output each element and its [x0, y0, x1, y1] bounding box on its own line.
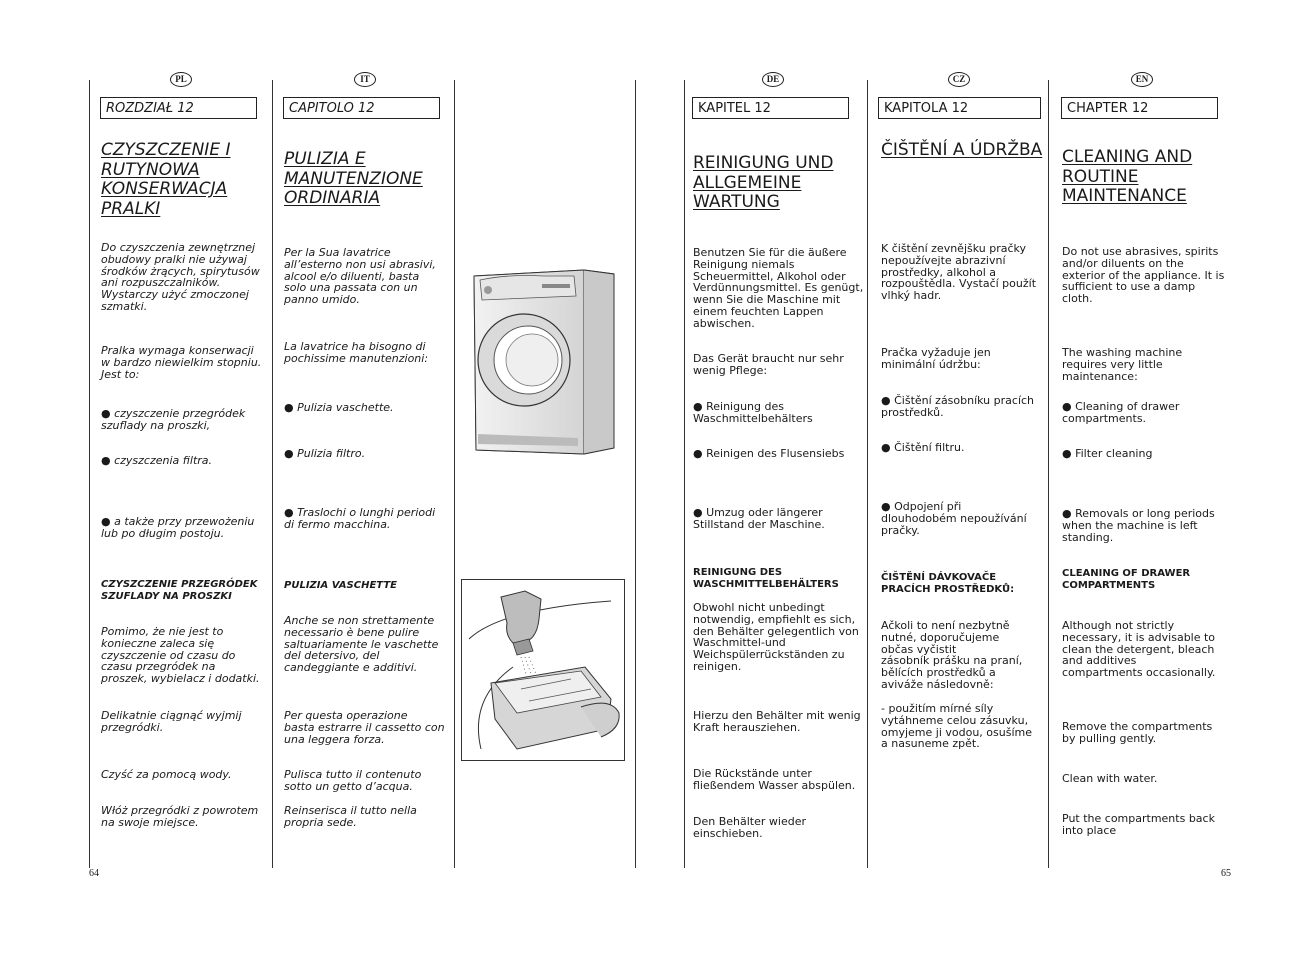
intro-paragraph-cz — [881, 243, 1036, 302]
text-line: czyszczenie od czasu do — [101, 648, 236, 662]
text-line: Hierzu den Behälter mit wenig — [693, 709, 861, 722]
text-line: einem feuchten Lappen — [693, 304, 824, 318]
text-line: reinigen. — [693, 659, 742, 673]
text-line: Pomimo, że nie jest to — [101, 625, 224, 638]
text-line: szuflady na proszki, — [101, 418, 211, 432]
section-title-en — [1062, 148, 1192, 207]
intro-paragraph-pl — [101, 242, 260, 313]
text-line: una leggera forza. — [284, 732, 385, 746]
text-line: di fermo macchina. — [284, 517, 391, 531]
page-number-left: 64 — [89, 868, 99, 879]
text-line: WASCHMITTELBEHÄLTERS — [693, 578, 839, 590]
subheading-it — [284, 580, 397, 592]
text-line: and/or diluents on the — [1062, 256, 1184, 270]
text-line: sotto un getto d’acqua. — [284, 779, 413, 793]
language-badge-cz: CZ — [948, 72, 970, 87]
list-item-cz-2 — [881, 442, 964, 454]
text-line: ● Removals or long periods — [1062, 507, 1215, 520]
text-line: środków żrących, spirytusów — [101, 264, 260, 278]
text-line: SZUFLADY NA PROSZKI — [101, 590, 232, 602]
list-item-it-2 — [284, 448, 365, 460]
text-line: PULIZIA VASCHETTE — [284, 580, 397, 591]
text-line: necessary, it is advisable to — [1062, 630, 1216, 644]
list-item-en-2 — [1062, 448, 1152, 460]
text-line: ● a także przy przewożeniu — [101, 515, 255, 528]
text-line: The washing machine — [1062, 346, 1183, 359]
text-line: ● czyszczenie przegródek — [101, 407, 246, 420]
text-line: PRACÍCH PROSTŘEDKŮ: — [881, 583, 1015, 595]
text-line: ● czyszczenia filtra. — [101, 454, 213, 467]
text-line: La lavatrice ha bisogno di — [284, 340, 426, 353]
text-line: Clean with water. — [1062, 772, 1158, 785]
list-item-pl-1 — [101, 408, 245, 432]
text-line: nutné, doporučujeme — [881, 630, 1000, 644]
text-line: ROUTINE — [1062, 166, 1139, 187]
text-line: ● Čištění filtru. — [881, 441, 965, 454]
text-line: notwendig, empfiehlt es sich, — [693, 612, 856, 626]
list-item-de-1 — [693, 401, 813, 425]
text-line: PRALKI — [101, 198, 161, 219]
maintenance-paragraph-pl — [101, 345, 261, 380]
text-line: Do czyszczenia zewnętrznej — [101, 241, 256, 254]
column-divider — [684, 80, 685, 868]
text-line: czasu przegródek na — [101, 660, 216, 674]
text-line: Anche se non strettamente — [284, 614, 435, 627]
text-line: ● Pulizia filtro. — [284, 447, 366, 460]
text-line: rozpouštědla. Vystačí použít — [881, 277, 1037, 291]
text-line: Verdünnungsmittel. Es genügt, — [693, 281, 864, 295]
text-line: Die Rückstände unter — [693, 767, 812, 780]
subheading-pl — [101, 579, 258, 602]
list-item-en-1 — [1062, 401, 1179, 425]
page-number-right: 65 — [1221, 868, 1231, 879]
text-line: Pračka vyžaduje jen — [881, 346, 991, 359]
text-line: prostředky, alkohol a — [881, 265, 997, 279]
text-line: clean the detergent, bleach — [1062, 642, 1215, 656]
paragraph-pl-4 — [101, 805, 258, 829]
text-line: wenn Sie die Maschine mit — [693, 293, 841, 307]
text-line: Waschmittel-und — [693, 636, 786, 650]
text-line: basta estrarre il cassetto con — [284, 720, 445, 734]
text-line: Das Gerät braucht nur sehr — [693, 352, 844, 365]
language-badge-de: DE — [762, 72, 784, 87]
column-divider — [1048, 80, 1049, 868]
text-line: fließendem Wasser abspülen. — [693, 778, 856, 792]
text-line: ● Odpojení při — [881, 500, 962, 513]
text-line: vlhký hadr. — [881, 289, 942, 303]
text-line: maintenance: — [1062, 369, 1138, 383]
paragraph-de-2 — [693, 710, 861, 734]
paragraph-it-3 — [284, 769, 421, 793]
text-line: dlouhodobém nepoužívání — [881, 511, 1027, 525]
subheading-en — [1062, 568, 1190, 591]
text-line: Weichspülerrückständen zu — [693, 648, 845, 662]
text-line: obudowy pralki nie używaj — [101, 252, 247, 266]
text-line: den Behälter gelegentlich von — [693, 624, 859, 638]
text-line: REINIGUNG UND — [693, 153, 834, 173]
text-line: - použitím mírné síly — [881, 702, 994, 715]
text-line: WARTUNG — [693, 192, 780, 212]
text-line: wenig Pflege: — [693, 363, 768, 377]
section-title-de — [693, 154, 833, 213]
text-line: ● Reinigung des — [693, 400, 784, 413]
text-line: pračky. — [881, 523, 920, 537]
text-line: lub po długim postoju. — [101, 526, 225, 540]
text-line: COMPARTMENTS — [1062, 579, 1156, 591]
text-line: CZYSZCZENIE PRZEGRÓDEK — [101, 579, 258, 590]
paragraph-de-4 — [693, 816, 806, 840]
text-line: standing. — [1062, 530, 1114, 544]
text-line: Scheuermittel, Alkohol oder — [693, 269, 846, 283]
paragraph-pl-1 — [101, 626, 260, 685]
text-line: ● Čištění zásobníku pracích — [881, 394, 1035, 407]
list-item-pl-2 — [101, 455, 212, 467]
text-line: omyjeme ji vodou, osušíme — [881, 725, 1032, 739]
text-line: and additives — [1062, 654, 1137, 668]
text-line: občas vyčistit — [881, 642, 957, 656]
paragraph-en-4 — [1062, 813, 1215, 837]
text-line: vytáhneme celou zásuvku, — [881, 713, 1029, 727]
list-item-it-3 — [284, 507, 435, 531]
chapter-heading-cz: KAPITOLA 12 — [878, 97, 1041, 119]
text-line: konieczne zaleca się — [101, 636, 215, 650]
text-line: Reinserisca il tutto nella — [284, 804, 417, 817]
text-line: bělících prostředků a — [881, 666, 996, 680]
maintenance-paragraph-it — [284, 341, 428, 365]
text-line: compartments occasionally. — [1062, 666, 1216, 680]
chapter-heading-pl: ROZDZIAŁ 12 — [100, 97, 257, 119]
paragraph-de-1 — [693, 602, 859, 673]
paragraph-en-2 — [1062, 721, 1212, 745]
list-item-en-3 — [1062, 508, 1215, 543]
text-line: compartments. — [1062, 411, 1147, 425]
text-line: Czyść za pomocą wody. — [101, 768, 232, 781]
text-line: Per questa operazione — [284, 709, 408, 722]
paragraph-it-2 — [284, 710, 445, 745]
text-line: ORDINARIA — [284, 188, 381, 208]
text-line: Kraft herausziehen. — [693, 720, 801, 734]
text-line: Włóż przegródki z powrotem — [101, 804, 259, 817]
section-title-pl — [101, 141, 230, 219]
text-line: prostředků. — [881, 405, 944, 419]
text-line: abwischen. — [693, 316, 755, 330]
text-line: minimální údržbu: — [881, 357, 981, 371]
text-line: into place — [1062, 823, 1117, 837]
list-item-de-2 — [693, 448, 844, 460]
text-line: Pralka wymaga konserwacji — [101, 344, 254, 357]
chapter-heading-de: KAPITEL 12 — [692, 97, 849, 119]
list-item-cz-1 — [881, 395, 1034, 419]
text-line: MANUTENZIONE — [284, 168, 423, 189]
text-line: ● Reinigen des Flusensiebs — [693, 447, 845, 460]
intro-paragraph-it — [284, 247, 436, 306]
text-line: CZYSZCZENIE I — [101, 140, 231, 160]
text-line: CLEANING AND — [1062, 147, 1193, 167]
chapter-heading-it: CAPITOLO 12 — [283, 97, 440, 119]
text-line: MAINTENANCE — [1062, 186, 1187, 206]
detergent-drawer-illustration — [461, 579, 625, 761]
paragraph-en-3 — [1062, 773, 1157, 785]
text-line: necessario è bene pulire — [284, 625, 420, 639]
text-line: Although not strictly — [1062, 619, 1175, 632]
paragraph-cz-1 — [881, 620, 1022, 691]
text-line: when the machine is left — [1062, 518, 1198, 532]
paragraph-de-3 — [693, 768, 855, 792]
text-line: alcool e/o diluenti, basta — [284, 269, 420, 283]
text-line: Waschmittelbehälters — [693, 411, 813, 425]
column-divider — [89, 80, 90, 868]
text-line: Stillstand der Maschine. — [693, 517, 825, 531]
list-item-cz-3 — [881, 501, 1027, 536]
text-line: ČIŠTĚNÍ DÁVKOVAČE — [881, 572, 997, 583]
paragraph-cz-2 — [881, 703, 1032, 750]
text-line: aviváže následovně: — [881, 677, 994, 691]
text-line: zásobník prášku na praní, — [881, 654, 1023, 668]
text-line: proszek, wybielacz i dodatki. — [101, 672, 260, 686]
text-line: K čištění zevnějšku pračky — [881, 242, 1027, 255]
text-line: w bardzo niewielkim stopniu. — [101, 355, 262, 369]
text-line: a nasuneme zpět. — [881, 737, 980, 751]
section-title-cz — [881, 141, 1042, 161]
text-line: Wystarczy użyć zmoczonej — [101, 288, 249, 302]
text-line: candeggiante e additivi. — [284, 661, 418, 675]
language-badge-it: IT — [354, 72, 376, 87]
intro-paragraph-en — [1062, 246, 1224, 305]
text-line: ani rozpuszczalników. — [101, 276, 221, 290]
paragraph-en-1 — [1062, 620, 1215, 679]
text-line: Put the compartments back — [1062, 812, 1215, 825]
text-line: ALLGEMEINE — [693, 172, 802, 193]
maintenance-paragraph-de — [693, 353, 844, 377]
text-line: Ačkoli to není nezbytně — [881, 619, 1010, 632]
language-badge-pl: PL — [170, 72, 192, 87]
text-line: propria sede. — [284, 815, 357, 829]
list-item-pl-3 — [101, 516, 254, 540]
column-divider — [867, 80, 868, 868]
text-line: einschieben. — [693, 826, 763, 840]
text-line: ● Pulizia vaschette. — [284, 401, 394, 414]
column-divider — [635, 80, 636, 868]
text-line: exterior of the appliance. It is — [1062, 268, 1225, 282]
text-line: szmatki. — [101, 299, 148, 313]
text-line: all’esterno non usi abrasivi, — [284, 257, 436, 271]
text-line: Remove the compartments — [1062, 720, 1213, 733]
paragraph-pl-3 — [101, 769, 232, 781]
text-line: Pulisca tutto il contenuto — [284, 768, 422, 781]
text-line: PULIZIA E — [284, 149, 366, 169]
maintenance-paragraph-cz — [881, 347, 991, 371]
text-line: Den Behälter wieder — [693, 815, 806, 828]
paragraph-pl-2 — [101, 710, 242, 734]
maintenance-paragraph-en — [1062, 347, 1182, 382]
text-line: del detersivo, del — [284, 649, 380, 663]
washing-machine-illustration — [468, 262, 620, 458]
text-line: nepoužívejte abrazivní — [881, 253, 1006, 267]
text-line: pochissime manutenzioni: — [284, 351, 429, 365]
text-line: Obwohl nicht unbedingt — [693, 601, 825, 614]
language-badge-en: EN — [1131, 72, 1153, 87]
text-line: KONSERWACJA — [101, 179, 228, 199]
text-line: Jest to: — [101, 367, 140, 381]
text-line: requires very little — [1062, 357, 1163, 371]
text-line: Do not use abrasives, spirits — [1062, 245, 1219, 258]
text-line: CLEANING OF DRAWER — [1062, 568, 1191, 579]
text-line: sufficient to use a damp — [1062, 280, 1196, 294]
text-line: panno umido. — [284, 293, 360, 307]
column-divider — [454, 80, 455, 868]
subheading-de — [693, 567, 839, 590]
subheading-cz — [881, 572, 1014, 595]
text-line: by pulling gently. — [1062, 731, 1157, 745]
intro-paragraph-de — [693, 247, 863, 330]
text-line: ● Umzug oder längerer — [693, 506, 823, 519]
text-line: Benutzen Sie für die äußere — [693, 246, 847, 259]
chapter-heading-en: CHAPTER 12 — [1061, 97, 1218, 119]
list-item-de-3 — [693, 507, 825, 531]
text-line: saltuariamente le vaschette — [284, 637, 439, 651]
column-divider — [272, 80, 273, 868]
text-line: REINIGUNG DES — [693, 567, 783, 578]
text-line: na swoje miejsce. — [101, 815, 199, 829]
text-line: solo una passata con un — [284, 281, 418, 295]
text-line: przegródki. — [101, 720, 164, 734]
text-line: Delikatnie ciągnąć wyjmij — [101, 709, 242, 722]
paragraph-it-4 — [284, 805, 417, 829]
text-line: ČIŠTĚNÍ A ÚDRŽBA — [881, 140, 1043, 160]
text-line: ● Filter cleaning — [1062, 447, 1153, 460]
text-line: RUTYNOWA — [101, 159, 200, 180]
section-title-it — [284, 150, 423, 209]
text-line: cloth. — [1062, 292, 1093, 306]
text-line: Reinigung niemals — [693, 257, 795, 271]
paragraph-it-1 — [284, 615, 438, 674]
text-line: Per la Sua lavatrice — [284, 246, 391, 259]
text-line: ● Traslochi o lunghi periodi — [284, 506, 436, 519]
list-item-it-1 — [284, 402, 394, 414]
text-line: ● Cleaning of drawer — [1062, 400, 1180, 413]
